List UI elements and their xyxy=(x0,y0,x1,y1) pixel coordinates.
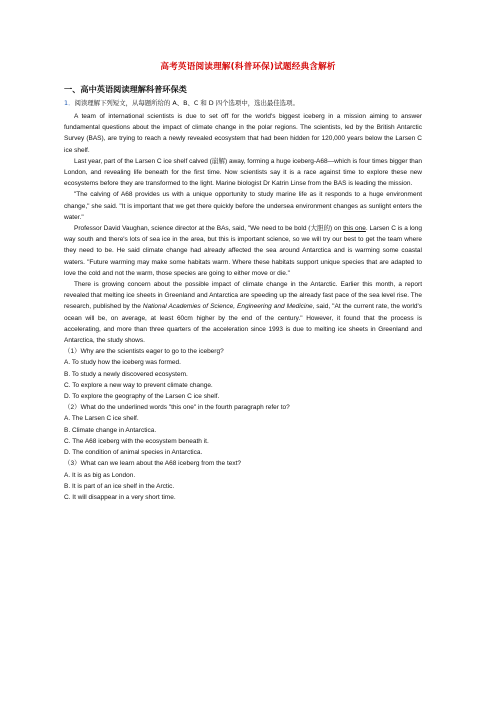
question-1-option-d: D. To explore the geography of the Larsen C ice shelf. xyxy=(64,393,220,401)
question-3-option-a: A. It is as big as London. xyxy=(64,471,136,479)
paragraph-1: A team of international scientists is due to set off for the world's biggest iceberg in a mission aiming to answer fundamental questions about the impact of climate change in the polar regions. The scientists, led by the British Antarctic Survey (BAS), are trying to reach a newly revealed ecosystem that had been hidden for 120,000 years below the Larsen C ice shelf. xyxy=(64,113,422,154)
paragraph-5-part-b: , said, "At the current rate, the world's ocean will be, on average, at least 60cm higher by the end of the century." However, it found that the process is accelerating, and more than three quarters of the acceleration since 1993 is due to melting ice sheets in Greenland and Antarctica, the study shows. xyxy=(64,303,422,345)
paragraph-5-part-a: There is growing concern about the possible impact of climate change in the Antarctic. Earlier this month, a report revealed that melting ice sheets in Greenland and Antarctica are speeding up the already fast pace of the sea level rise. The research, published by the xyxy=(64,281,422,311)
question-3-option-b: B. It is part of an ice shelf in the Arctic. xyxy=(64,482,175,490)
paragraph-5 xyxy=(64,279,422,346)
underlined-phrase: this one xyxy=(343,225,366,233)
question-1-option-b: B. To study a newly discovered ecosystem. xyxy=(64,370,188,378)
question-intro-text: 阅读理解下列短文，从每题所给的 A、B、C 和 D 四个选项中，选出最佳选项。 xyxy=(74,99,299,107)
paragraph-3: "The calving of A68 provides us with a unique opportunity to study marine life as it responds to a huge environment change," she said. "It is important that we get there quickly before the undersea environment changes as sunlight enters the water." xyxy=(64,191,422,221)
document-title: 高考英语阅读理解(科普环保)试题经典含解析 xyxy=(160,62,336,72)
question-1-option-a: A. To study how the iceberg was formed. xyxy=(64,359,181,367)
paragraph-4-part-b: . Larsen C is a long way south and there's lots of sea ice in the area, but this is important science, so we will try our best to get the team where they need to be. He said climate change had already affected the sea around Antarctica and is warming some coastal waters. "Future warming may make some habitats warm. Where these habitats support unique species that are adapted to love the cold and not the warm, those species are going to either move or die." xyxy=(64,225,422,277)
paragraph-4-part-a: Professor David Vaughan, science director at the BAs, said, "We need to be bold (大胆的) on xyxy=(74,225,344,233)
question-2-option-a: A. The Larsen C ice shelf. xyxy=(64,415,139,423)
publisher-name: National Academies of Science, Engineering and Medicine xyxy=(142,303,313,311)
question-2-option-c: C. The A68 iceberg with the ecosystem beneath it. xyxy=(64,437,209,445)
question-1-option-c: C. To explore a new way to prevent climate change. xyxy=(64,381,213,389)
question-2: （2）What do the underlined words "this one" in the fourth paragraph refer to? xyxy=(64,404,290,412)
question-1: （1）Why are the scientists eager to go to the iceberg? xyxy=(64,348,224,356)
question-3-option-c: C. It will disappear in a very short time. xyxy=(64,493,176,501)
section-heading: 一、高中英语阅读理解科普环保类 xyxy=(64,84,187,94)
passage xyxy=(64,111,422,503)
question-2-option-b: B. Climate change in Antarctica. xyxy=(64,426,157,434)
question-intro xyxy=(64,98,299,107)
paragraph-2: Last year, part of the Larsen C ice shelf calved (崩解) away, forming a huge iceberg-A68—which is four times bigger than London, and revealing life beneath for the first time. Now scientists say it is a race against time to explore these new ecosystems before they are transformed to the light. Marine biologist Dr Katrin Linse from the BAS is leading the mission. xyxy=(64,157,422,188)
question-number: 1． xyxy=(64,99,75,107)
paragraph-4 xyxy=(64,223,422,279)
question-2-option-d: D. The condition of animal species in Antarctica. xyxy=(64,449,203,457)
question-3: （3）What can we learn about the A68 iceberg from the text? xyxy=(64,460,242,468)
